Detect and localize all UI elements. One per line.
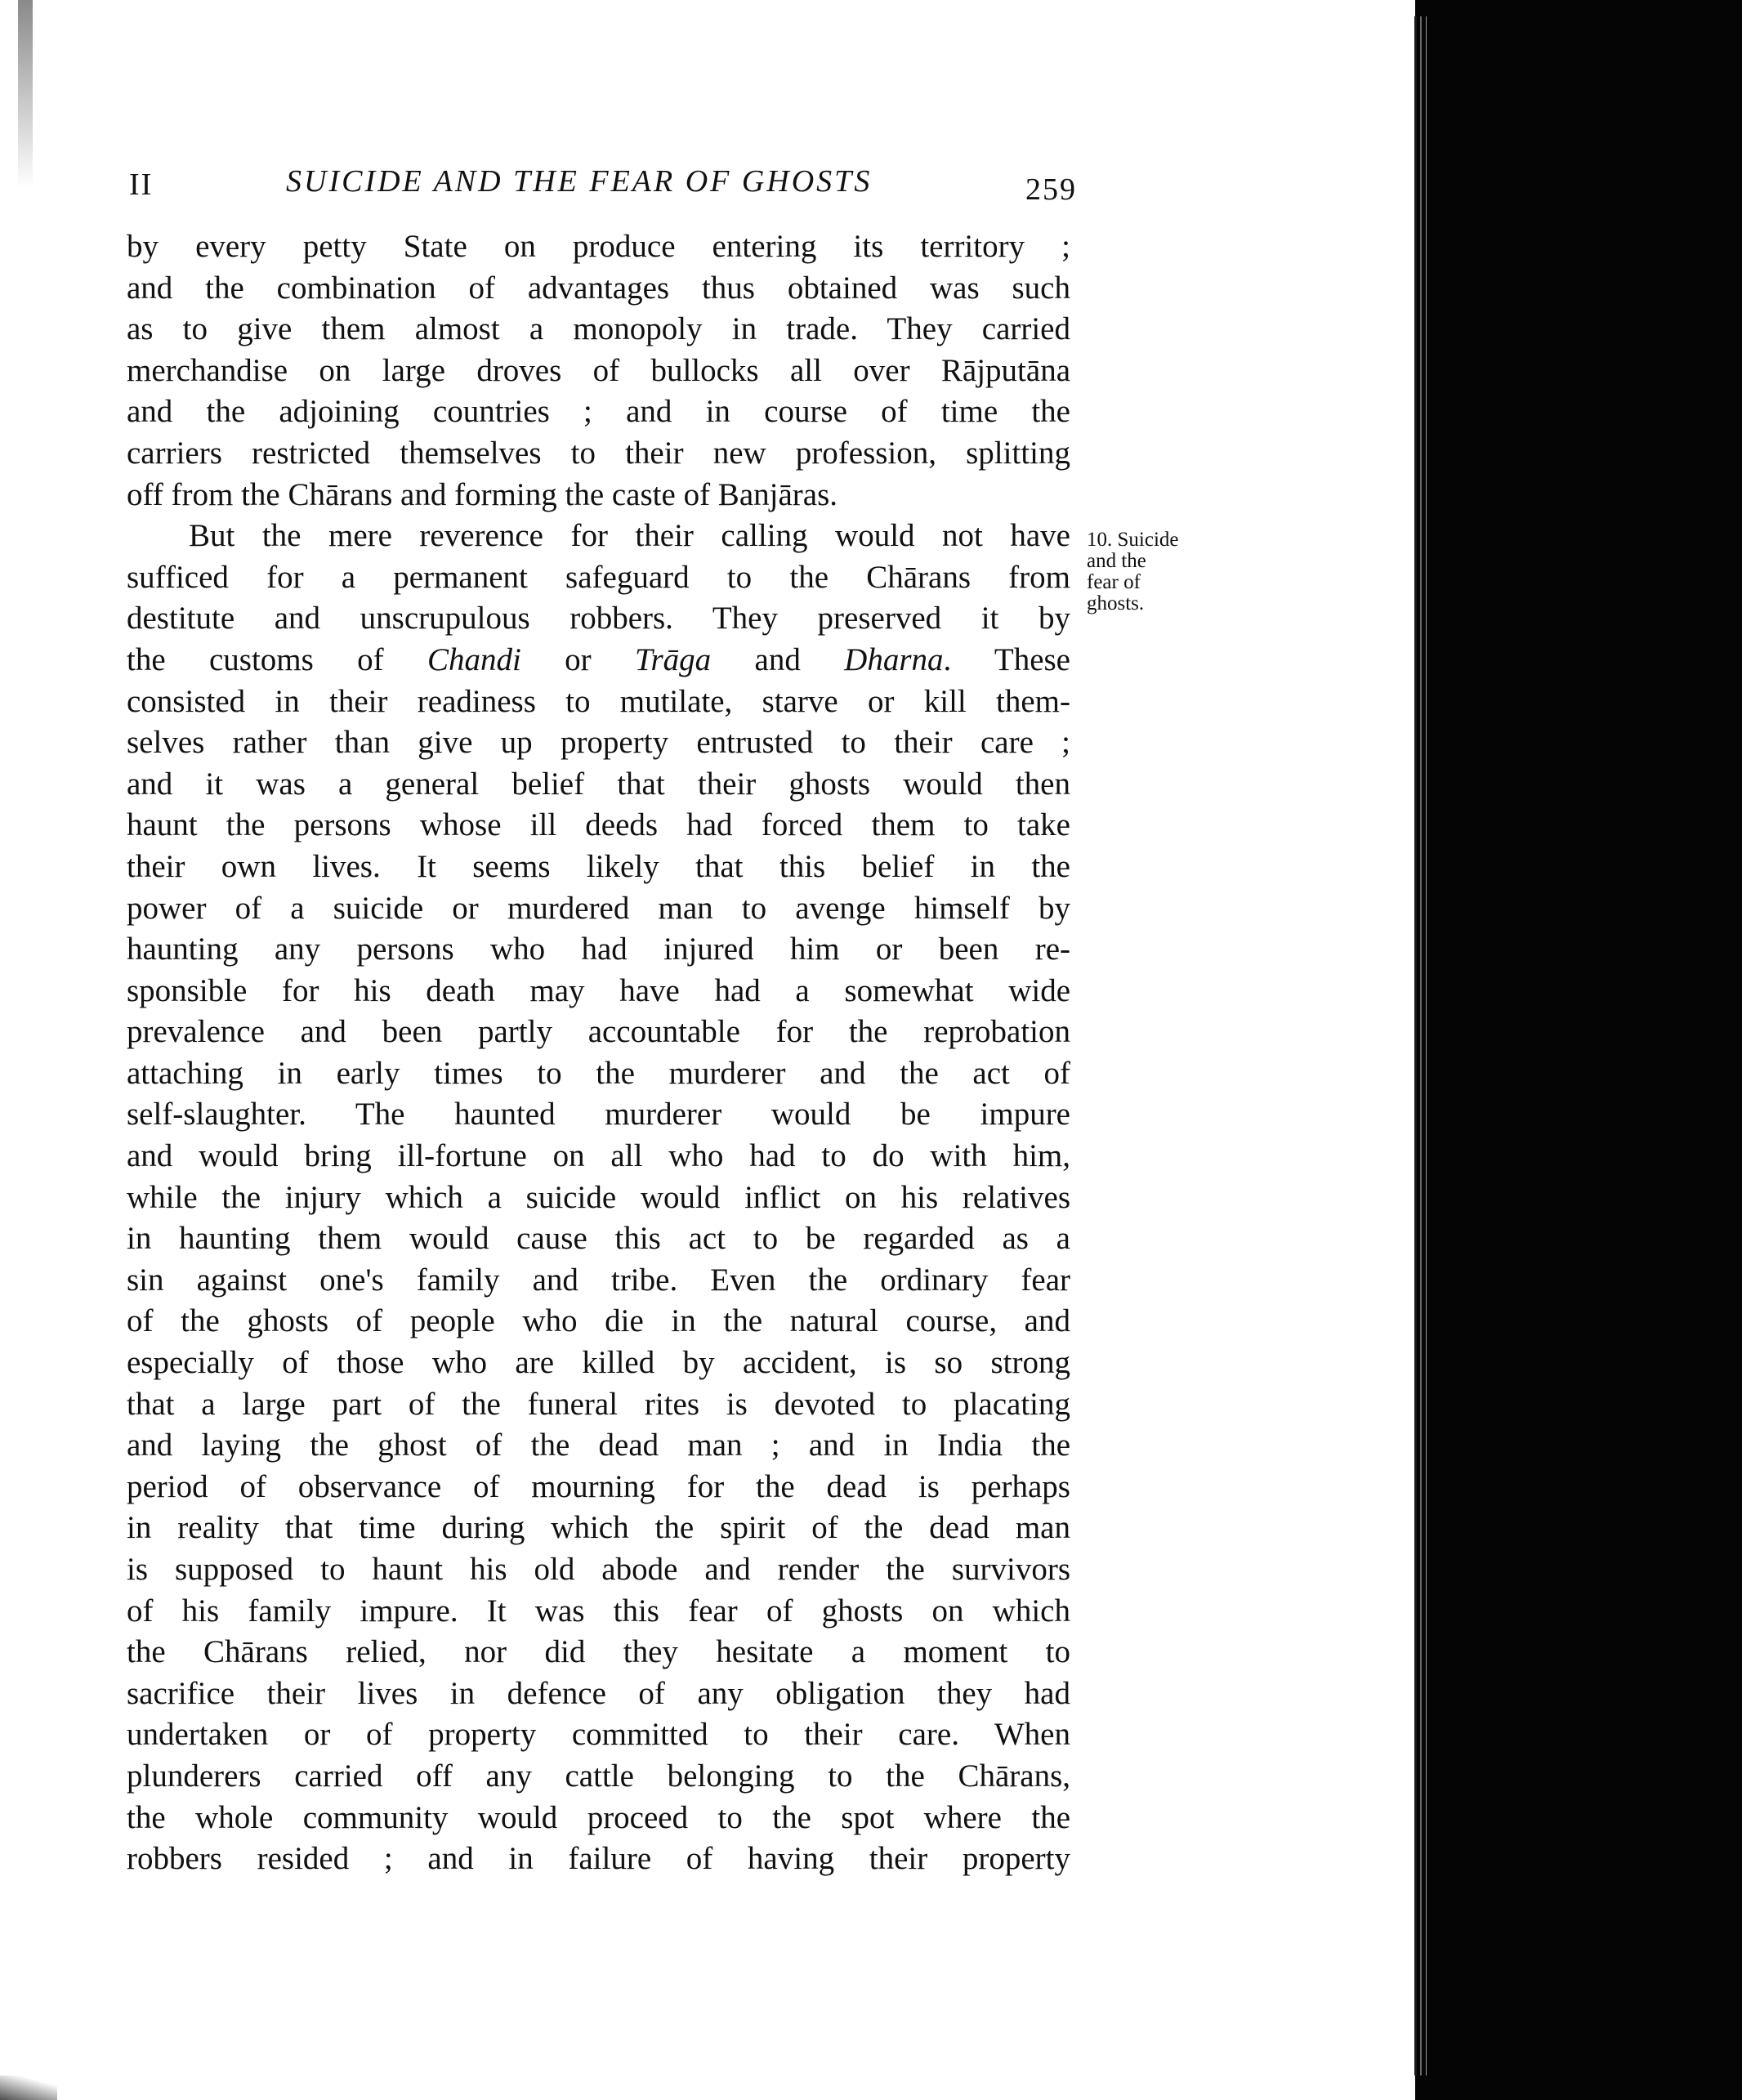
text-line: especially of those who are killed by accident, is so strong bbox=[127, 1345, 1070, 1381]
text-line: power of a suicide or murdered man to avenge himself by bbox=[127, 890, 1070, 926]
running-header bbox=[123, 163, 1095, 207]
page-number: 259 bbox=[1025, 172, 1077, 207]
sidenote-line: and the bbox=[1087, 550, 1146, 572]
text-line: prevalence and been partly accountable for the reprobation bbox=[127, 1014, 1070, 1050]
text-line: carriers restricted themselves to their new profession, splitting bbox=[127, 435, 1070, 471]
text-line-with-italics: the customs of Chandi or Trāga and Dharna. These bbox=[127, 641, 1070, 677]
text-line: of the ghosts of people who die in the natural course, and bbox=[127, 1303, 1070, 1339]
text-line: the Chārans relied, nor did they hesitate a moment to bbox=[127, 1634, 1070, 1670]
text-line: in reality that time during which the spirit of the dead man bbox=[127, 1510, 1070, 1546]
body-text bbox=[127, 226, 1070, 1880]
sidenote-line: fear of bbox=[1087, 571, 1141, 593]
text-line: sacrifice their lives in defence of any obligation they had bbox=[127, 1675, 1070, 1711]
text-line: and the adjoining countries ; and in course of time the bbox=[127, 394, 1070, 430]
text-line: haunting any persons who had injured him or been re- bbox=[127, 932, 1070, 967]
text-line: as to give them almost a monopoly in trade. They carried bbox=[127, 311, 1070, 347]
text-line: period of observance of mourning for the dead is perhaps bbox=[127, 1468, 1070, 1504]
italic-term-chandi: Chandi bbox=[427, 641, 521, 677]
text-line: the whole community would proceed to the spot where the bbox=[127, 1799, 1070, 1835]
text-line: by every petty State on produce entering its territory ; bbox=[127, 229, 1070, 264]
text-line: sponsible for his death may have had a somewhat wide bbox=[127, 972, 1070, 1008]
text-line: merchandise on large droves of bullocks all over Rājputāna bbox=[127, 352, 1070, 388]
text-line: But the mere reverence for their calling would not have bbox=[189, 518, 1070, 554]
text-line: consisted in their readiness to mutilate, starve or kill them- bbox=[127, 683, 1070, 719]
text-line: selves rather than give up property entrusted to their care ; bbox=[127, 725, 1070, 761]
italic-term-traga: Trāga bbox=[634, 641, 712, 677]
italic-term-dharna: Dharna bbox=[844, 641, 944, 677]
scan-edge-line bbox=[1426, 16, 1427, 2075]
text-line: off from the Chārans and forming the caste of Banjāras. bbox=[127, 476, 838, 512]
text-line: and laying the ghost of the dead man ; and in India the bbox=[127, 1428, 1070, 1463]
chapter-numeral: II bbox=[129, 168, 154, 202]
text-line: destitute and unscrupulous robbers. They preserved it by bbox=[127, 601, 1070, 637]
text-line: sufficed for a permanent safeguard to the Chārans from bbox=[127, 559, 1070, 595]
text-line: and would bring ill-fortune on all who had to do with him, bbox=[127, 1138, 1070, 1174]
text-line: robbers resided ; and in failure of having their property bbox=[127, 1841, 1070, 1877]
text-line: while the injury which a suicide would inflict on his relatives bbox=[127, 1179, 1070, 1215]
text-line: sin against one's family and tribe. Even the ordinary fear bbox=[127, 1262, 1070, 1298]
text-line: self-slaughter. The haunted murderer would be impure bbox=[127, 1097, 1070, 1133]
text-line: in haunting them would cause this act to be regarded as a bbox=[127, 1221, 1070, 1257]
text-line: and the combination of advantages thus obtained was such bbox=[127, 270, 1070, 306]
margin-sidenote bbox=[1087, 529, 1217, 614]
scan-smudge-left bbox=[18, 0, 33, 188]
sidenote-line: ghosts. bbox=[1087, 592, 1145, 614]
scan-corner-shadow bbox=[0, 2075, 57, 2100]
text-line: that a large part of the funeral rites is devoted to placating bbox=[127, 1386, 1070, 1422]
text-line: of his family impure. It was this fear of ghosts on which bbox=[127, 1593, 1070, 1629]
text-line: their own lives. It seems likely that this belief in the bbox=[127, 848, 1070, 884]
text-line: attaching in early times to the murderer and the act of bbox=[127, 1055, 1070, 1091]
text-line: is supposed to haunt his old abode and render the survivors bbox=[127, 1552, 1070, 1587]
running-title: SUICIDE AND THE FEAR OF GHOSTS bbox=[286, 164, 873, 199]
scan-edge-line bbox=[1414, 16, 1417, 2075]
scan-dark-edge bbox=[1415, 0, 1742, 2100]
text-line: haunt the persons whose ill deeds had forced them to take bbox=[127, 807, 1070, 843]
scan-edge-line bbox=[1420, 16, 1422, 2075]
text-line: undertaken or of property committed to their care. When bbox=[127, 1717, 1070, 1753]
text-line: and it was a general belief that their ghosts would then bbox=[127, 766, 1070, 802]
text-line: plunderers carried off any cattle belonging to the Chārans, bbox=[127, 1758, 1070, 1794]
sidenote-line: 10. Suicide bbox=[1087, 529, 1179, 551]
